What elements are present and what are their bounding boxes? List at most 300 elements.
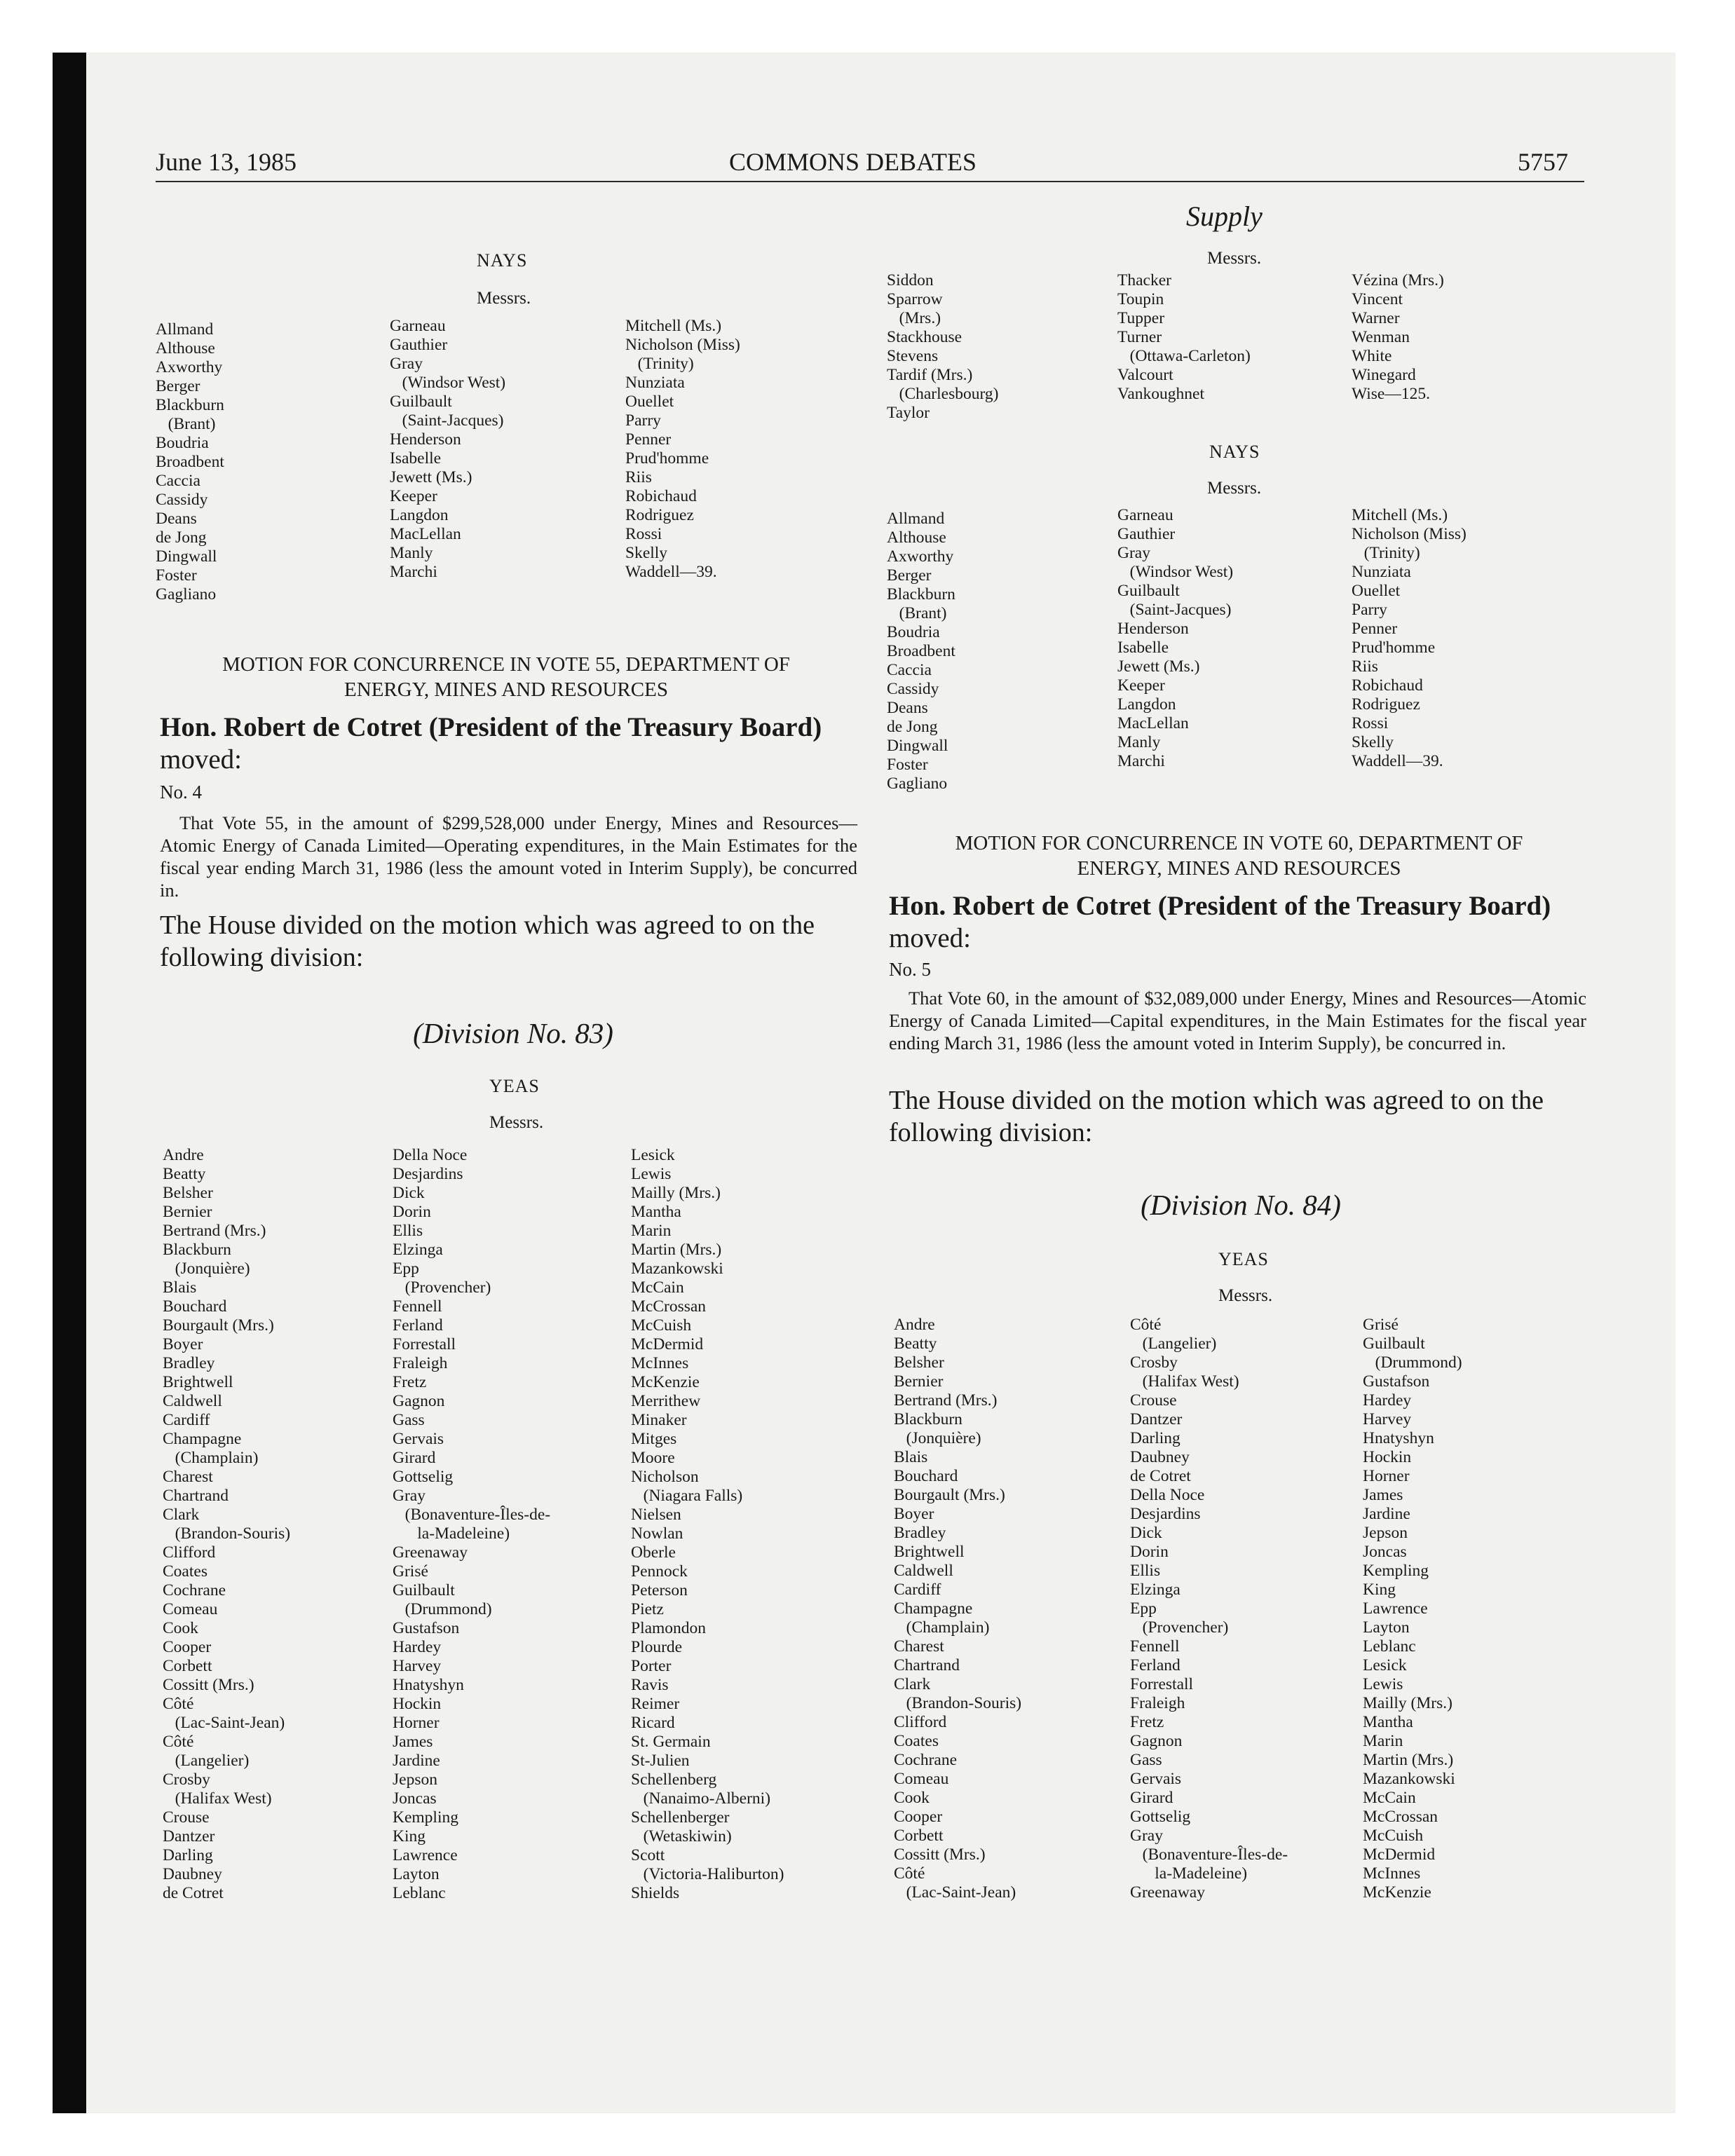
member-name: Boudria <box>156 434 209 452</box>
member-name: Riis <box>625 468 652 486</box>
member-name: Pietz <box>631 1600 664 1618</box>
member-name: Penner <box>625 430 672 449</box>
member-name: Bouchard <box>894 1467 958 1485</box>
member-name: Allmand <box>887 510 945 528</box>
member-name: Boudria <box>887 623 940 641</box>
member-name: (Mrs.) <box>887 309 941 327</box>
member-name: Plamondon <box>631 1619 707 1637</box>
member-name: Blais <box>163 1278 197 1297</box>
motion-55-title-line2: ENERGY, MINES AND RESOURCES <box>344 678 668 701</box>
member-name: Grisé <box>1363 1316 1399 1334</box>
member-name: Skelly <box>625 544 668 562</box>
member-name: Mitchell (Ms.) <box>1352 506 1448 524</box>
member-name: Ouellet <box>1352 582 1401 600</box>
member-name: Chartrand <box>894 1656 960 1674</box>
member-name: (Brant) <box>887 604 947 622</box>
member-name: Darling <box>163 1846 213 1864</box>
member-name: Cochrane <box>163 1581 226 1599</box>
nays-list-col3 <box>625 317 740 582</box>
member-name: McInnes <box>631 1354 689 1372</box>
member-name: (Trinity) <box>625 355 694 373</box>
member-name: Fretz <box>1130 1713 1164 1731</box>
member-name: Dantzer <box>163 1827 215 1845</box>
member-name: (Drummond) <box>393 1600 492 1618</box>
member-name: Gauthier <box>1117 525 1176 543</box>
division-84-yeas-col2 <box>1130 1316 1288 1902</box>
member-name: Gass <box>1130 1751 1162 1769</box>
member-name: Gray <box>393 1487 426 1505</box>
member-name: Lawrence <box>1363 1599 1428 1618</box>
member-name: Thacker <box>1117 271 1171 289</box>
member-name: Coates <box>163 1562 207 1581</box>
member-name: Ravis <box>631 1676 669 1694</box>
member-name: Cassidy <box>156 491 208 509</box>
division-83-title: (Division No. 83) <box>413 1017 613 1049</box>
member-name: Layton <box>393 1865 440 1883</box>
member-name: Rossi <box>1352 714 1389 732</box>
member-name: Oberle <box>631 1543 676 1562</box>
member-name: Crosby <box>163 1770 210 1789</box>
member-name: Beatty <box>163 1165 206 1183</box>
member-name: Boyer <box>163 1335 203 1353</box>
scan-binding-edge <box>53 53 86 2113</box>
motion-55-number: No. 4 <box>160 782 202 803</box>
member-name: Guilbault <box>1117 582 1180 600</box>
member-name: Gagnon <box>393 1392 445 1410</box>
member-name: McDermid <box>631 1335 704 1353</box>
member-name: Bernier <box>894 1372 944 1391</box>
member-name: Langdon <box>390 506 449 524</box>
member-name: de Jong <box>156 528 207 547</box>
member-name: McCrossan <box>1363 1808 1438 1826</box>
member-name: Dingwall <box>887 737 948 755</box>
member-name: Shields <box>631 1884 680 1902</box>
member-name: Marin <box>631 1222 672 1240</box>
member-name: Skelly <box>1352 733 1394 751</box>
member-name: Peterson <box>631 1581 688 1599</box>
member-name: Cooper <box>163 1638 212 1656</box>
member-name: Henderson <box>390 430 461 449</box>
member-name: Jewett (Ms.) <box>1117 657 1200 676</box>
member-name: Gustafson <box>1363 1372 1430 1391</box>
member-name: (Ottawa-Carleton) <box>1117 347 1251 365</box>
member-name: Jewett (Ms.) <box>390 468 472 486</box>
member-name: Gass <box>393 1411 425 1429</box>
member-name: Horner <box>1363 1467 1410 1485</box>
member-name: Cochrane <box>894 1751 958 1769</box>
motion-60-text: That Vote 60, in the amount of $32,089,000 under Energy, Mines and Resources—Atomic Energy of Canada Limited—Capital expenditures, in the Main Estimates for the fiscal year ending March 31, 1986 (less the amount voted in Interim Supply), be concurred in. <box>889 988 1586 1053</box>
member-name: Layton <box>1363 1618 1410 1637</box>
member-name: Robichaud <box>1352 676 1423 695</box>
member-name: (Langelier) <box>1130 1335 1217 1353</box>
member-name: (Jonquière) <box>894 1429 981 1447</box>
member-name: MacLellan <box>1117 714 1189 732</box>
motion-55-house-divided: The House divided on the motion which was agreed to on the following division: <box>160 910 815 972</box>
member-name: Sparrow <box>887 290 943 308</box>
member-name: Deans <box>887 699 928 717</box>
member-name: Winegard <box>1352 366 1416 384</box>
member-name: Andre <box>894 1316 935 1334</box>
division-83-yeas-col3 <box>631 1146 784 1903</box>
member-name: Ouellet <box>625 393 674 411</box>
member-name: Berger <box>887 566 932 585</box>
member-name: Broadbent <box>156 453 224 471</box>
member-name: Merrithew <box>631 1392 701 1410</box>
member-name: Manly <box>390 544 433 562</box>
member-name: Guilbault <box>393 1581 455 1599</box>
member-name: Champagne <box>163 1430 242 1448</box>
member-name: Bouchard <box>163 1297 227 1316</box>
motion-60-mover: Hon. Robert de Cotret (President of the Treasury Board) <box>889 891 1551 921</box>
motion-55-mover: Hon. Robert de Cotret (President of the Treasury Board) <box>160 712 822 742</box>
member-name: Corbett <box>894 1827 944 1845</box>
member-name: Dingwall <box>156 547 217 566</box>
member-name: Cardiff <box>894 1581 941 1599</box>
member-name: Fraleigh <box>393 1354 448 1372</box>
member-name: Bourgault (Mrs.) <box>163 1316 274 1335</box>
member-name: St. Germain <box>631 1733 711 1751</box>
member-name: Desjardins <box>1130 1505 1201 1523</box>
member-name: (Saint-Jacques) <box>1117 601 1232 619</box>
member-name: Dorin <box>1130 1543 1169 1561</box>
member-name: Schellenberg <box>631 1770 717 1789</box>
nays-list-col1 <box>887 510 955 793</box>
member-name: Elzinga <box>1130 1581 1181 1599</box>
member-name: (Nanaimo-Alberni) <box>631 1789 771 1808</box>
member-name: Mitges <box>631 1430 677 1448</box>
member-name: Siddon <box>887 271 934 289</box>
member-name: (Trinity) <box>1352 544 1420 562</box>
member-name: Gustafson <box>393 1619 460 1637</box>
yeas-cont-col1 <box>887 271 998 423</box>
member-name: Joncas <box>393 1789 437 1808</box>
member-name: Dorin <box>393 1203 431 1221</box>
member-name: (Provencher) <box>393 1278 491 1297</box>
motion-55-moved: moved: <box>160 744 242 775</box>
member-name: Côté <box>163 1695 194 1713</box>
member-name: McCuish <box>631 1316 692 1335</box>
member-name: Stackhouse <box>887 328 962 346</box>
member-name: Brightwell <box>163 1373 233 1391</box>
member-name: Nielsen <box>631 1506 681 1524</box>
member-name: Crouse <box>163 1808 210 1827</box>
member-name: Rodriguez <box>1352 695 1420 714</box>
member-name: Gottselig <box>393 1468 454 1486</box>
member-name: Clark <box>163 1506 200 1524</box>
member-name: Marchi <box>1117 752 1165 770</box>
motion-60-number: No. 5 <box>889 959 931 980</box>
member-name: Gray <box>1130 1827 1163 1845</box>
motion-60-title-line1: MOTION FOR CONCURRENCE IN VOTE 60, DEPARTMENT OF <box>955 832 1523 854</box>
motion-60-title-line2: ENERGY, MINES AND RESOURCES <box>1077 857 1401 880</box>
member-name: McInnes <box>1363 1864 1421 1883</box>
member-name: Clark <box>894 1675 931 1693</box>
member-name: Joncas <box>1363 1543 1407 1561</box>
member-name: Bertrand (Mrs.) <box>163 1222 266 1240</box>
member-name: Blais <box>894 1448 928 1466</box>
member-name: Leblanc <box>1363 1637 1416 1656</box>
yeas-cont-col2 <box>1117 271 1251 404</box>
member-name: Lesick <box>631 1146 675 1164</box>
member-name: Elzinga <box>393 1241 443 1259</box>
member-name: Andre <box>163 1146 204 1164</box>
member-name: Blackburn <box>894 1410 962 1428</box>
member-name: White <box>1352 347 1392 365</box>
member-name: (Saint-Jacques) <box>390 411 504 430</box>
member-name: Gagliano <box>156 585 217 603</box>
member-name: Valcourt <box>1117 366 1173 384</box>
member-name: Cook <box>894 1789 930 1807</box>
member-name: King <box>393 1827 426 1845</box>
member-name: Belsher <box>163 1184 213 1202</box>
member-name: Fretz <box>393 1373 427 1391</box>
member-name: Harvey <box>1363 1410 1412 1428</box>
division-84-yeas-col3 <box>1363 1316 1462 1902</box>
member-name: Forrestall <box>1130 1675 1194 1693</box>
member-name: Isabelle <box>1117 639 1169 657</box>
member-name: Martin (Mrs.) <box>631 1241 722 1259</box>
member-name: Mazankowski <box>631 1260 723 1278</box>
motion-60-house-divided: The House divided on the motion which was agreed to on the following division: <box>889 1086 1544 1147</box>
member-name: (Champlain) <box>163 1449 259 1467</box>
member-name: Della Noce <box>1130 1486 1205 1504</box>
member-name: (Langelier) <box>163 1752 250 1770</box>
member-name: Gagliano <box>887 775 948 793</box>
member-name: Blackburn <box>156 396 224 414</box>
member-name: Champagne <box>894 1599 973 1618</box>
member-name: la-Madeleine) <box>393 1524 510 1543</box>
member-name: (Wetaskiwin) <box>631 1827 732 1845</box>
member-name: Gervais <box>1130 1770 1182 1788</box>
nays-heading: NAYS <box>477 250 528 271</box>
member-name: de Cotret <box>1130 1467 1191 1485</box>
motion-55-mover-block <box>160 711 861 776</box>
member-name: Blackburn <box>887 585 955 603</box>
member-name: Cook <box>163 1619 198 1637</box>
motion-55-title-line1: MOTION FOR CONCURRENCE IN VOTE 55, DEPARTMENT OF <box>222 653 790 676</box>
member-name: Taylor <box>887 404 930 422</box>
member-name: Wenman <box>1352 328 1410 346</box>
member-name: Nicholson (Miss) <box>625 336 740 354</box>
member-name: Gottselig <box>1130 1808 1191 1826</box>
member-name: (Halifax West) <box>1130 1372 1239 1391</box>
member-name: (Niagara Falls) <box>631 1487 743 1505</box>
member-name: Girard <box>393 1449 436 1467</box>
member-name: Hnatyshyn <box>393 1676 464 1694</box>
member-name: Guilbault <box>390 393 452 411</box>
member-name: Parry <box>1352 601 1387 619</box>
member-name: Jepson <box>1363 1524 1408 1542</box>
member-name: (Windsor West) <box>1117 563 1234 581</box>
motion-60-mover-block <box>889 890 1590 955</box>
member-name: Bernier <box>163 1203 212 1221</box>
member-name: Ellis <box>1130 1562 1161 1580</box>
member-name: Mailly (Mrs.) <box>1363 1694 1452 1712</box>
division-84-yeas-col1 <box>894 1316 1021 1902</box>
member-name: Brightwell <box>894 1543 965 1561</box>
member-name: Reimer <box>631 1695 680 1713</box>
messrs-label: Messrs. <box>1207 249 1262 268</box>
member-name: Charest <box>163 1468 213 1486</box>
member-name: Lawrence <box>393 1846 458 1864</box>
member-name: Fennell <box>1130 1637 1180 1656</box>
member-name: Waddell—39. <box>1352 752 1443 770</box>
member-name: (Charlesbourg) <box>887 385 999 403</box>
member-name: Keeper <box>1117 676 1165 695</box>
member-name: Daubney <box>163 1865 222 1883</box>
member-name: Pennock <box>631 1562 688 1581</box>
member-name: (Lac-Saint-Jean) <box>163 1714 285 1732</box>
member-name: (Champlain) <box>894 1618 990 1637</box>
member-name: McKenzie <box>631 1373 700 1391</box>
motion-55-heading <box>156 652 857 702</box>
member-name: (Bonaventure-Îles-de- <box>393 1506 551 1524</box>
member-name: Coates <box>894 1732 939 1750</box>
member-name: Beatty <box>894 1335 937 1353</box>
messrs-label: Messrs. <box>1218 1286 1273 1305</box>
member-name: (Bonaventure-Îles-de- <box>1130 1845 1288 1864</box>
member-name: Hnatyshyn <box>1363 1429 1434 1447</box>
member-name: (Victoria-Haliburton) <box>631 1865 784 1883</box>
member-name: Hardey <box>393 1638 442 1656</box>
member-name: Axworthy <box>887 547 954 566</box>
member-name: Fennell <box>393 1297 442 1316</box>
member-name: Gervais <box>393 1430 444 1448</box>
member-name: Rodriguez <box>625 506 694 524</box>
member-name: Crosby <box>1130 1353 1178 1372</box>
member-name: McCrossan <box>631 1297 707 1316</box>
member-name: King <box>1363 1581 1396 1599</box>
member-name: Comeau <box>163 1600 218 1618</box>
nays-list-col2 <box>390 317 505 582</box>
member-name: Grisé <box>393 1562 428 1581</box>
member-name: Isabelle <box>390 449 442 468</box>
member-name: Berger <box>156 377 200 395</box>
member-name: Lewis <box>631 1165 672 1183</box>
member-name: Plourde <box>631 1638 683 1656</box>
member-name: Garneau <box>1117 506 1173 524</box>
nays-list-col3 <box>1352 506 1467 771</box>
member-name: (Brant) <box>156 415 216 433</box>
member-name: Bradley <box>894 1524 946 1542</box>
member-name: Gray <box>390 355 423 373</box>
division-83-yeas-col2 <box>393 1146 550 1903</box>
member-name: James <box>393 1733 433 1751</box>
member-name: Bourgault (Mrs.) <box>894 1486 1005 1504</box>
motion-60-heading <box>887 831 1591 881</box>
member-name: Leblanc <box>393 1884 446 1902</box>
member-name: Ricard <box>631 1714 675 1732</box>
member-name: Côté <box>1130 1316 1162 1334</box>
member-name: Crouse <box>1130 1391 1177 1410</box>
member-name: Penner <box>1352 620 1398 638</box>
division-83-yeas-col1 <box>163 1146 290 1903</box>
member-name: Gray <box>1117 544 1150 562</box>
member-name: Turner <box>1117 328 1162 346</box>
member-name: Moore <box>631 1449 675 1467</box>
member-name: (Drummond) <box>1363 1353 1462 1372</box>
member-name: Martin (Mrs.) <box>1363 1751 1454 1769</box>
member-name: Charest <box>894 1637 944 1656</box>
member-name: Nicholson <box>631 1468 699 1486</box>
yeas-heading: YEAS <box>489 1076 540 1096</box>
member-name: Cardiff <box>163 1411 210 1429</box>
member-name: Althouse <box>156 339 215 357</box>
member-name: Nunziata <box>1352 563 1411 581</box>
member-name: Axworthy <box>156 358 223 376</box>
member-name: (Halifax West) <box>163 1789 272 1808</box>
header-page-number: 5757 <box>1518 148 1568 176</box>
member-name: Gauthier <box>390 336 448 354</box>
member-name: Cossitt (Mrs.) <box>163 1676 254 1694</box>
member-name: Riis <box>1352 657 1378 676</box>
nays-list-col2 <box>1117 506 1233 771</box>
member-name: Scott <box>631 1846 665 1864</box>
member-name: Warner <box>1352 309 1400 327</box>
member-name: Hockin <box>393 1695 442 1713</box>
member-name: Porter <box>631 1657 672 1675</box>
member-name: Dick <box>393 1184 425 1202</box>
member-name: Deans <box>156 510 197 528</box>
member-name: Allmand <box>156 320 214 339</box>
member-name: Caldwell <box>894 1562 953 1580</box>
member-name: Mantha <box>631 1203 681 1221</box>
member-name: Minaker <box>631 1411 687 1429</box>
member-name: Vankoughnet <box>1117 385 1205 403</box>
member-name: Daubney <box>1130 1448 1190 1466</box>
yeas-heading: YEAS <box>1218 1249 1269 1269</box>
member-name: Lewis <box>1363 1675 1403 1693</box>
member-name: Bradley <box>163 1354 215 1372</box>
header-rule <box>156 181 1584 182</box>
member-name: de Jong <box>887 718 938 736</box>
member-name: Ferland <box>393 1316 443 1335</box>
member-name: Greenaway <box>1130 1883 1205 1902</box>
member-name: Epp <box>1130 1599 1157 1618</box>
member-name: Stevens <box>887 347 939 365</box>
member-name: McKenzie <box>1363 1883 1431 1902</box>
member-name: McCain <box>1363 1789 1416 1807</box>
member-name: Corbett <box>163 1657 212 1675</box>
member-name: Rossi <box>625 525 662 543</box>
member-name: Tardif (Mrs.) <box>887 366 973 384</box>
header-date: June 13, 1985 <box>156 148 297 176</box>
member-name: (Lac-Saint-Jean) <box>894 1883 1016 1902</box>
member-name: Ellis <box>393 1222 423 1240</box>
member-name: Mitchell (Ms.) <box>625 317 722 335</box>
member-name: de Cotret <box>163 1884 224 1902</box>
member-name: Vézina (Mrs.) <box>1352 271 1444 289</box>
member-name: Caccia <box>887 661 932 679</box>
member-name: Langdon <box>1117 695 1176 714</box>
member-name: Robichaud <box>625 487 697 505</box>
member-name: St-Julien <box>631 1752 690 1770</box>
member-name: Clifford <box>163 1543 216 1562</box>
member-name: (Provencher) <box>1130 1618 1229 1637</box>
member-name: Schellenberger <box>631 1808 730 1827</box>
header-title: COMMONS DEBATES <box>729 148 977 176</box>
member-name: Epp <box>393 1260 419 1278</box>
member-name: Wise—125. <box>1352 385 1430 403</box>
member-name: Horner <box>393 1714 440 1732</box>
member-name: Bertrand (Mrs.) <box>894 1391 998 1410</box>
member-name: Greenaway <box>393 1543 468 1562</box>
member-name: Côté <box>163 1733 194 1751</box>
member-name: Keeper <box>390 487 437 505</box>
member-name: Gagnon <box>1130 1732 1183 1750</box>
member-name: Nicholson (Miss) <box>1352 525 1467 543</box>
member-name: Parry <box>625 411 661 430</box>
